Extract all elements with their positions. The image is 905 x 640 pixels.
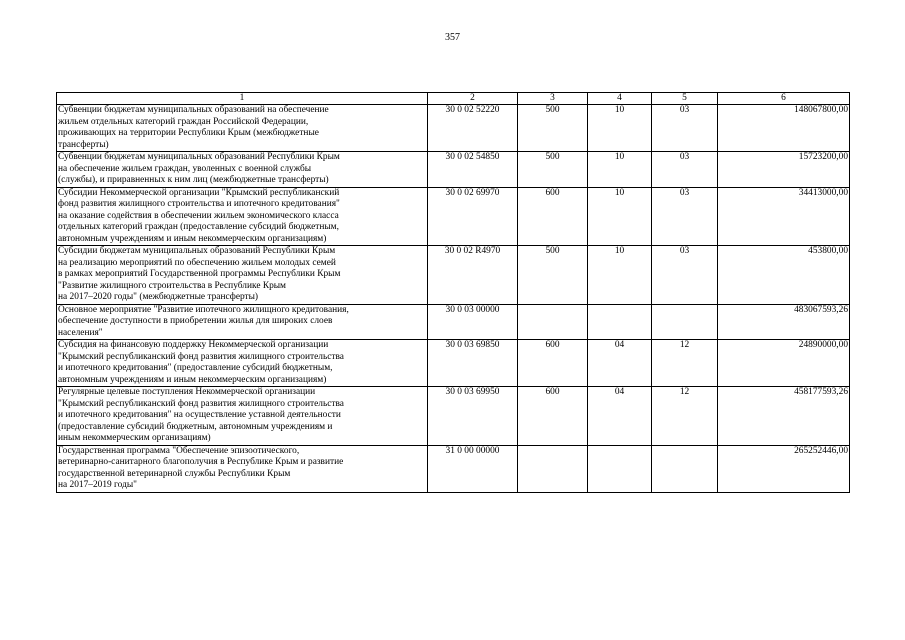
- row-subsection-cell: [652, 445, 718, 492]
- row-name-line: на оказание содействия в обеспечении жильем экономического класса: [58, 210, 339, 221]
- row-name-line: в рамках мероприятий Государственной программы Республики Крым: [58, 269, 341, 279]
- row-name-line: автономным учреждениям и иным некоммерческим организациям): [58, 233, 327, 244]
- row-expense-type-cell: 600: [518, 340, 588, 387]
- header-col-4: 4: [588, 93, 652, 105]
- row-name-cell: [57, 387, 428, 446]
- row-amount-cell: 15723200,00: [718, 152, 850, 188]
- row-name-line: обеспечение доступности в приобретении жилья для широких слоев: [58, 316, 333, 326]
- budget-table: [56, 92, 850, 493]
- table-row: [57, 187, 850, 246]
- table-row: [57, 152, 850, 188]
- row-name-line: "Крымский республиканский фонд развития жилищного строительства: [58, 398, 344, 409]
- header-col-5: 5: [652, 93, 718, 105]
- row-name-line: Субсидия на финансовую поддержку Некоммерческой организации: [58, 340, 329, 350]
- row-code-cell: 30 0 02 R4970: [428, 246, 518, 305]
- row-amount-cell: 483067593,26: [718, 304, 850, 340]
- row-section-cell: [588, 445, 652, 492]
- row-section-cell: 10: [588, 105, 652, 152]
- row-name-line: на 2017–2020 годы" (межбюджетные трансферты): [58, 292, 259, 302]
- row-name-cell: [57, 152, 428, 188]
- row-name-cell: [57, 187, 428, 246]
- row-amount-cell: 458177593,26: [718, 387, 850, 446]
- row-amount-cell: 453800,00: [718, 246, 850, 305]
- row-name-line: на обеспечение жильем граждан, уволенных с военной службы: [58, 163, 312, 174]
- row-code-cell: 30 0 03 69950: [428, 387, 518, 446]
- row-code-cell: 30 0 03 00000: [428, 304, 518, 340]
- row-name-line: отдельных категорий граждан (предоставление субсидий бюджетным,: [58, 222, 339, 232]
- row-name-cell: [57, 304, 428, 340]
- table-body: [57, 105, 850, 493]
- row-section-cell: 10: [588, 246, 652, 305]
- row-expense-type-cell: 600: [518, 187, 588, 246]
- table-row: [57, 340, 850, 387]
- row-name-cell: [57, 340, 428, 387]
- row-amount-cell: 265252446,00: [718, 445, 850, 492]
- row-code-cell: 31 0 00 00000: [428, 445, 518, 492]
- table-header-row: [57, 93, 850, 105]
- row-name-line: и ипотечного кредитования" (предоставление субсидий бюджетным,: [58, 363, 333, 373]
- row-name-line: Субсидии Некоммерческой организации "Крымский республиканский: [58, 187, 340, 198]
- row-name-cell: [57, 445, 428, 492]
- row-expense-type-cell: 500: [518, 105, 588, 152]
- table-row: [57, 304, 850, 340]
- row-name-line: Субвенции бюджетам муниципальных образований Республики Крым: [58, 152, 340, 162]
- row-expense-type-cell: [518, 304, 588, 340]
- row-code-cell: 30 0 02 52220: [428, 105, 518, 152]
- row-expense-type-cell: 500: [518, 246, 588, 305]
- row-section-cell: 10: [588, 187, 652, 246]
- header-col-2: 2: [428, 93, 518, 105]
- row-name-line: (службы), и приравненных к ним лиц (межбюджетные трансферты): [58, 175, 329, 185]
- row-name-line: жильем отдельных категорий граждан Российской Федерации,: [58, 116, 309, 127]
- row-name-line: ветеринарно-санитарного благополучия в Республике Крым и развитие: [58, 457, 344, 467]
- row-name-cell: [57, 105, 428, 152]
- row-name-line: Субсидии бюджетам муниципальных образований Республики Крым: [58, 246, 336, 256]
- table-row: [57, 246, 850, 305]
- header-col-1: 1: [57, 93, 428, 105]
- row-name-line: фонд развития жилищного строительства и ипотечного кредитования": [58, 199, 340, 209]
- row-name-line: государственной ветеринарной службы Республики Крым: [58, 468, 291, 479]
- row-name-line: Государственная программа "Обеспечение эпизоотического,: [58, 445, 300, 456]
- row-subsection-cell: 03: [652, 246, 718, 305]
- row-subsection-cell: [652, 304, 718, 340]
- page-number: 357: [445, 32, 460, 43]
- row-expense-type-cell: 500: [518, 152, 588, 188]
- row-name-line: "Развитие жилищного строительства в Республике Крым: [58, 280, 286, 291]
- table-row: [57, 387, 850, 446]
- row-name-line: и ипотечного кредитования" на осуществление уставной деятельности: [58, 410, 341, 420]
- row-name-line: автономным учреждениям и иным некоммерческим организациям): [58, 374, 327, 385]
- row-name-line: Регулярные целевые поступления Некоммерческой организации: [58, 387, 316, 397]
- row-section-cell: [588, 304, 652, 340]
- row-amount-cell: 24890000,00: [718, 340, 850, 387]
- row-name-cell: [57, 246, 428, 305]
- row-section-cell: 04: [588, 340, 652, 387]
- row-code-cell: 30 0 03 69850: [428, 340, 518, 387]
- row-subsection-cell: 03: [652, 187, 718, 246]
- row-amount-cell: 34413000,00: [718, 187, 850, 246]
- row-expense-type-cell: [518, 445, 588, 492]
- row-subsection-cell: 03: [652, 105, 718, 152]
- row-name-line: трансферты): [58, 139, 109, 150]
- row-section-cell: 10: [588, 152, 652, 188]
- row-subsection-cell: 12: [652, 340, 718, 387]
- row-section-cell: 04: [588, 387, 652, 446]
- header-col-6: 6: [718, 93, 850, 105]
- row-expense-type-cell: 600: [518, 387, 588, 446]
- header-col-3: 3: [518, 93, 588, 105]
- row-amount-cell: 148067800,00: [718, 105, 850, 152]
- row-name-line: "Крымский республиканский фонд развития жилищного строительства: [58, 351, 344, 362]
- row-name-line: Основное мероприятие "Развитие ипотечного жилищного кредитования,: [58, 304, 349, 315]
- row-name-line: на реализацию мероприятий по обеспечению жильем молодых семей: [58, 257, 336, 268]
- row-code-cell: 30 0 02 69970: [428, 187, 518, 246]
- row-name-line: населения": [58, 327, 103, 338]
- row-subsection-cell: 12: [652, 387, 718, 446]
- row-name-line: на 2017–2019 годы": [58, 480, 137, 490]
- row-subsection-cell: 03: [652, 152, 718, 188]
- row-name-line: Субвенции бюджетам муниципальных образований на обеспечение: [58, 105, 329, 115]
- row-name-line: проживающих на территории Республики Крым (межбюджетные: [58, 128, 319, 138]
- row-name-line: иным некоммерческим организациям): [58, 433, 211, 443]
- table-row: [57, 445, 850, 492]
- table-row: [57, 105, 850, 152]
- row-name-line: (предоставление субсидий бюджетным, автономным учреждениям и: [58, 421, 333, 432]
- row-code-cell: 30 0 02 54850: [428, 152, 518, 188]
